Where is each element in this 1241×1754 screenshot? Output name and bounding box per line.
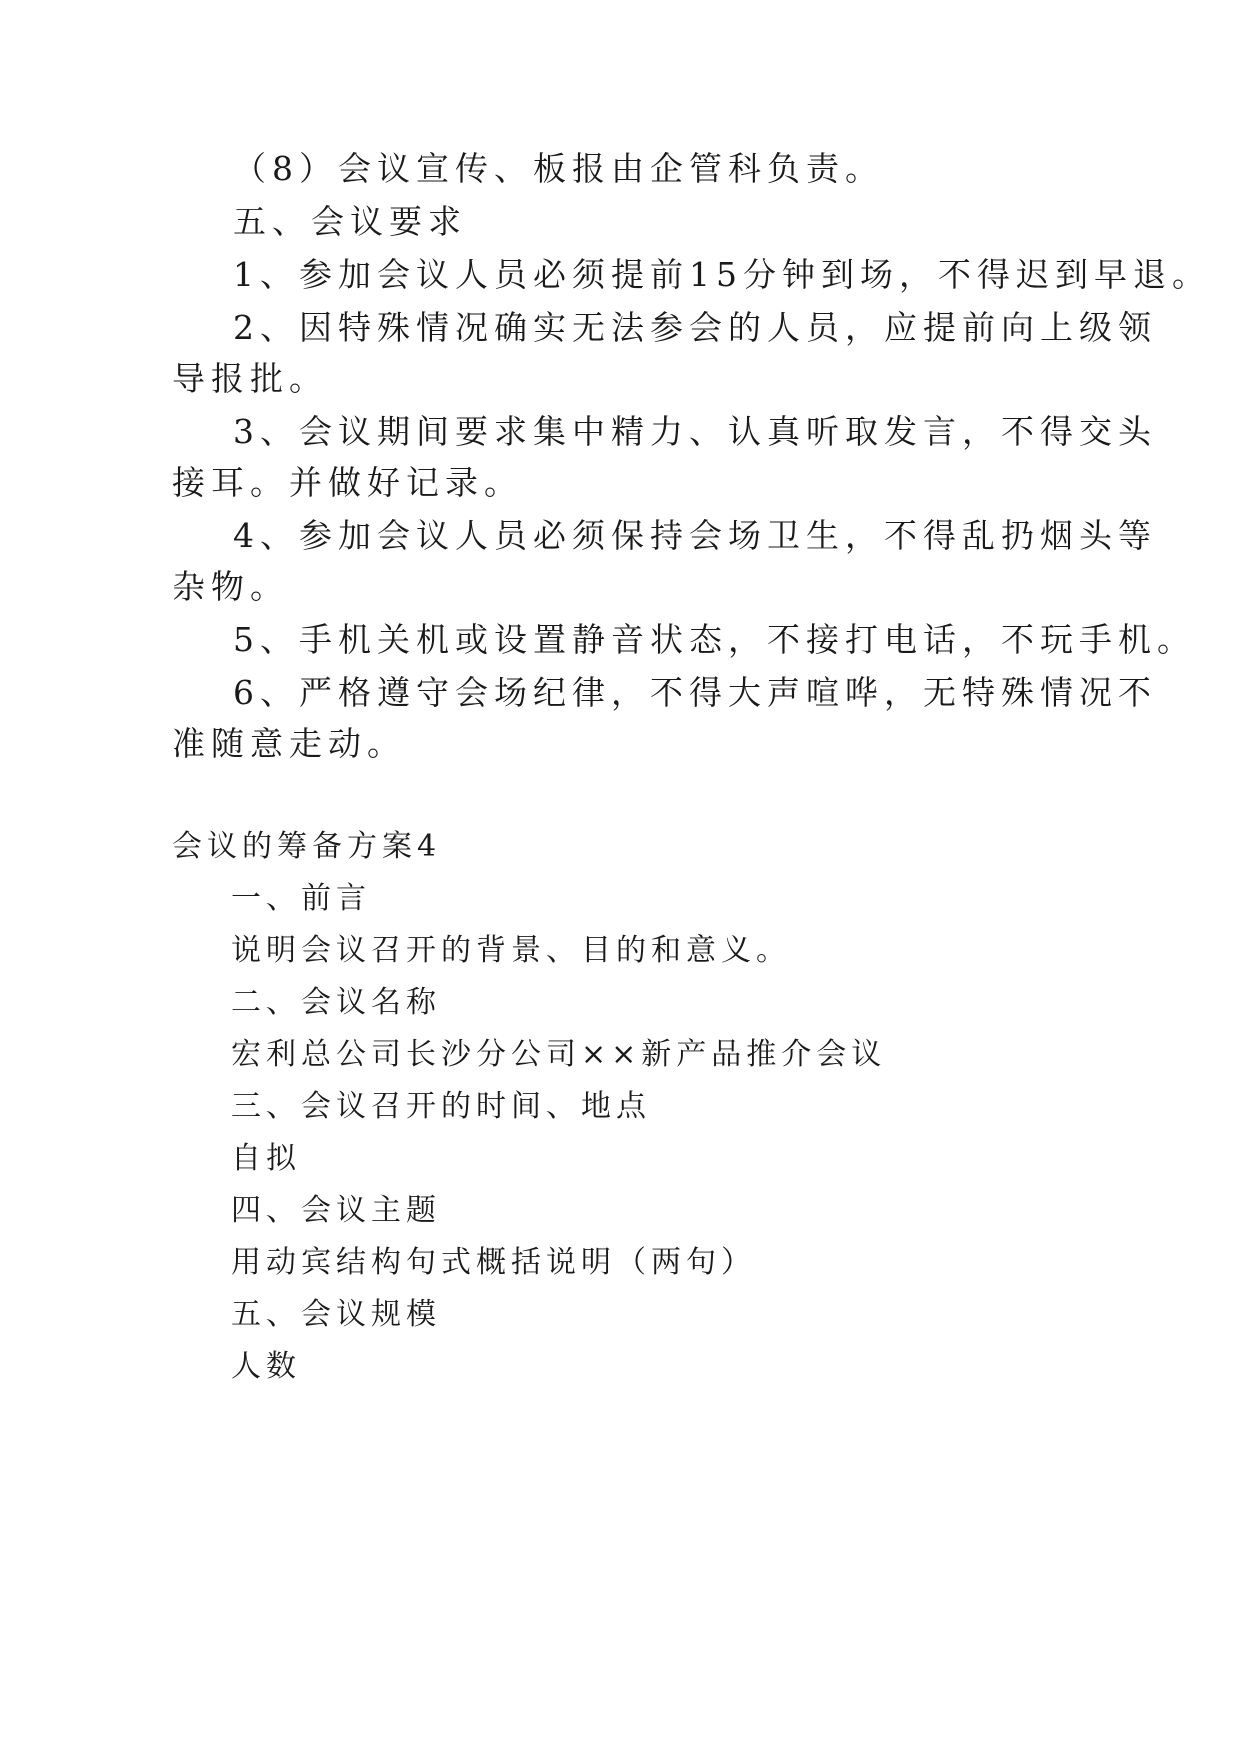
paragraph-publicity-duty: （8）会议宣传、板报由企管科负责。 [233, 149, 884, 188]
meeting-scale-text: 人数 [231, 1349, 301, 1384]
heading-preface: 一、前言 [231, 881, 371, 916]
heading-meeting-scale: 五、会议规模 [231, 1297, 441, 1332]
requirement-4-continued: 杂物。 [172, 567, 289, 606]
heading-meeting-name: 二、会议名称 [231, 985, 441, 1020]
requirement-4: 4、参加会议人员必须保持会场卫生，不得乱扔烟头等 [233, 516, 1157, 555]
requirement-5: 5、手机关机或设置静音状态，不接打电话，不玩手机。 [233, 620, 1196, 659]
requirement-6: 6、严格遵守会场纪律，不得大声喧哗，无特殊情况不 [233, 673, 1157, 712]
preface-text: 说明会议召开的背景、目的和意义。 [231, 933, 791, 968]
requirement-2: 2、因特殊情况确实无法参会的人员，应提前向上级领 [233, 308, 1157, 347]
heading-meeting-theme: 四、会议主题 [231, 1193, 441, 1228]
requirement-2-continued: 导报批。 [172, 359, 328, 398]
requirement-3: 3、会议期间要求集中精力、认真听取发言，不得交头 [233, 412, 1157, 451]
plan-title: 会议的筹备方案4 [172, 829, 442, 864]
meeting-theme-text: 用动宾结构句式概括说明（两句） [231, 1245, 756, 1280]
meeting-name-text: 宏利总公司长沙分公司××新产品推介会议 [231, 1037, 887, 1072]
requirement-1: 1、参加会议人员必须提前15分钟到场，不得迟到早退。 [233, 255, 1211, 294]
requirement-3-continued: 接耳。并做好记录。 [172, 463, 523, 502]
time-location-text: 自拟 [231, 1141, 301, 1176]
requirement-6-continued: 准随意走动。 [172, 724, 406, 763]
heading-time-location: 三、会议召开的时间、地点 [231, 1089, 651, 1124]
heading-meeting-requirements: 五、会议要求 [233, 202, 467, 241]
